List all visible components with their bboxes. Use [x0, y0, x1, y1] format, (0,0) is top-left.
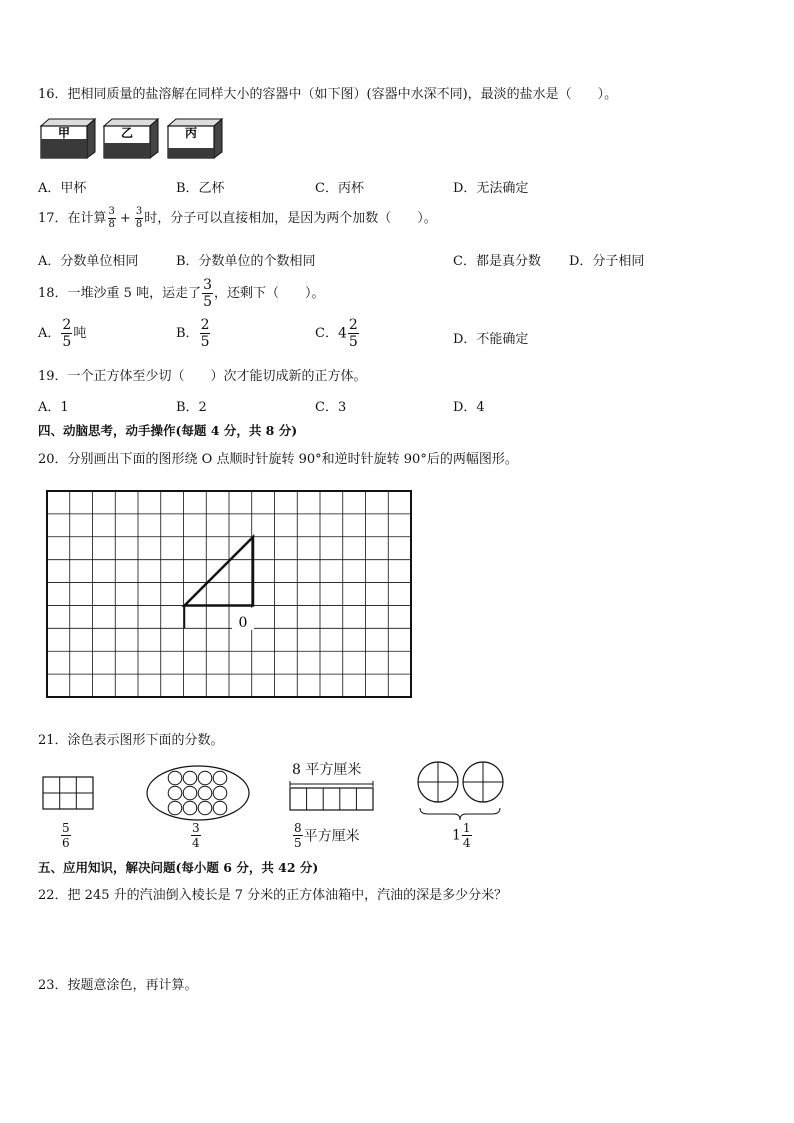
cup-jia [41, 119, 95, 158]
section-4-heading: 四、动脑思考，动手操作(每题 4 分，共 8 分) [38, 423, 298, 438]
q23-answer-area[interactable] [38, 996, 738, 1096]
q20-text: 20．分别画出下面的图形绕 O 点顺时针旋转 90°和逆时针旋转 90°后的两幅图形。 [38, 452, 518, 467]
q18-option-d[interactable]: D．不能确定 [453, 332, 529, 347]
fig4-two-circles[interactable] [418, 762, 503, 820]
q16-cups-figure [38, 116, 238, 168]
q16-option-d[interactable]: D．无法确定 [453, 181, 529, 196]
q18-text [38, 278, 325, 309]
q17-option-a[interactable]: A．分数单位相同 [38, 254, 139, 269]
small-circle[interactable] [213, 771, 227, 785]
fig1-rectangle-grid[interactable] [43, 777, 93, 809]
small-circle[interactable] [198, 771, 212, 785]
small-circle[interactable] [183, 786, 197, 800]
q19-option-d[interactable]: D．4 [453, 400, 485, 415]
q16-option-b[interactable]: B．乙杯 [176, 181, 225, 196]
q17-plus: + [119, 211, 131, 226]
cup-label-yi: 乙 [120, 126, 134, 140]
q22-answer-area[interactable] [38, 906, 738, 966]
q18-option-a[interactable]: A． $\frac{2}{5}$ 吨 [38, 317, 87, 350]
q16-option-c[interactable]: C．丙杯 [315, 181, 364, 196]
q20-grid-figure[interactable] [46, 490, 416, 706]
q16-option-a[interactable]: A．甲杯 [38, 181, 87, 196]
q22-text: 22．把 245 升的汽油倒入棱长是 7 分米的正方体油箱中，汽油的深是多少分米？ [38, 888, 508, 903]
fig4-fraction-label: 1 $\frac{1}{4}$ [452, 821, 471, 850]
point-o-label: 0 [238, 615, 248, 631]
cup-label-bing: 丙 [184, 126, 198, 140]
q19-option-c[interactable]: C．3 [315, 400, 347, 415]
small-circle[interactable] [198, 786, 212, 800]
fig3-fraction-label: $\frac{8}{5}$ 平方厘米 [294, 821, 360, 850]
q18-post: ，还剩下（ ）。 [214, 286, 325, 301]
q21-figures [40, 760, 520, 856]
small-circle[interactable] [168, 771, 182, 785]
q23-text: 23．按题意涂色，再计算。 [38, 978, 198, 993]
q17-option-c[interactable]: C．都是真分数 [453, 254, 541, 269]
triangle-shape [185, 537, 254, 606]
fig3-top-label: 8 平方厘米 [292, 762, 362, 778]
small-circle[interactable] [198, 801, 212, 815]
small-circle[interactable] [213, 786, 227, 800]
q17-fraction-1: $\frac{3}{8}$ [108, 206, 115, 230]
small-circle[interactable] [183, 801, 197, 815]
cup-yi [104, 119, 158, 158]
q17-text [38, 207, 437, 230]
small-circle[interactable] [213, 801, 227, 815]
q17-post: 时，分子可以直接相加，是因为两个加数（ ）。 [144, 211, 437, 226]
section-5-heading: 五、应用知识，解决问题(每小题 6 分，共 42 分) [38, 860, 319, 875]
grid-lines [47, 491, 411, 697]
q16-text: 16．把相同质量的盐溶解在同样大小的容器中（如下图）(容器中水深不同)，最淡的盐水是（ ）。 [38, 87, 618, 102]
small-circle[interactable] [168, 786, 182, 800]
q21-text: 21．涂色表示图形下面的分数。 [38, 733, 224, 748]
q19-text: 19．一个正方体至少切（ ）次才能切成新的正方体。 [38, 369, 367, 384]
small-circle[interactable] [183, 771, 197, 785]
cup-label-jia: 甲 [57, 126, 71, 140]
fig2-ellipse-circles[interactable] [147, 766, 249, 820]
q18-option-b[interactable]: B． $\frac{2}{5}$ [176, 317, 210, 350]
q17-option-b[interactable]: B．分数单位的个数相同 [176, 254, 316, 269]
fig1-fraction-label: $\frac{5}{6}$ [62, 821, 70, 850]
q19-option-b[interactable]: B．2 [176, 400, 207, 415]
q17-pre: 17．在计算 [38, 211, 107, 226]
q17-fraction-2: $\frac{3}{8}$ [135, 206, 143, 230]
small-circle[interactable] [168, 801, 182, 815]
q19-option-a[interactable]: A．1 [38, 400, 69, 415]
q18-fraction: $\frac{3}{5}$ [203, 277, 212, 310]
cup-bing [168, 119, 222, 158]
fig3-strip[interactable] [290, 781, 373, 810]
fig2-fraction-label: $\frac{3}{4}$ [192, 821, 200, 850]
q17-option-d[interactable]: D．分子相同 [569, 254, 645, 269]
q18-option-c[interactable]: C．4 $\frac{2}{5}$ [315, 317, 358, 350]
q18-pre: 18．一堆沙重 5 吨，运走了 [38, 286, 202, 301]
